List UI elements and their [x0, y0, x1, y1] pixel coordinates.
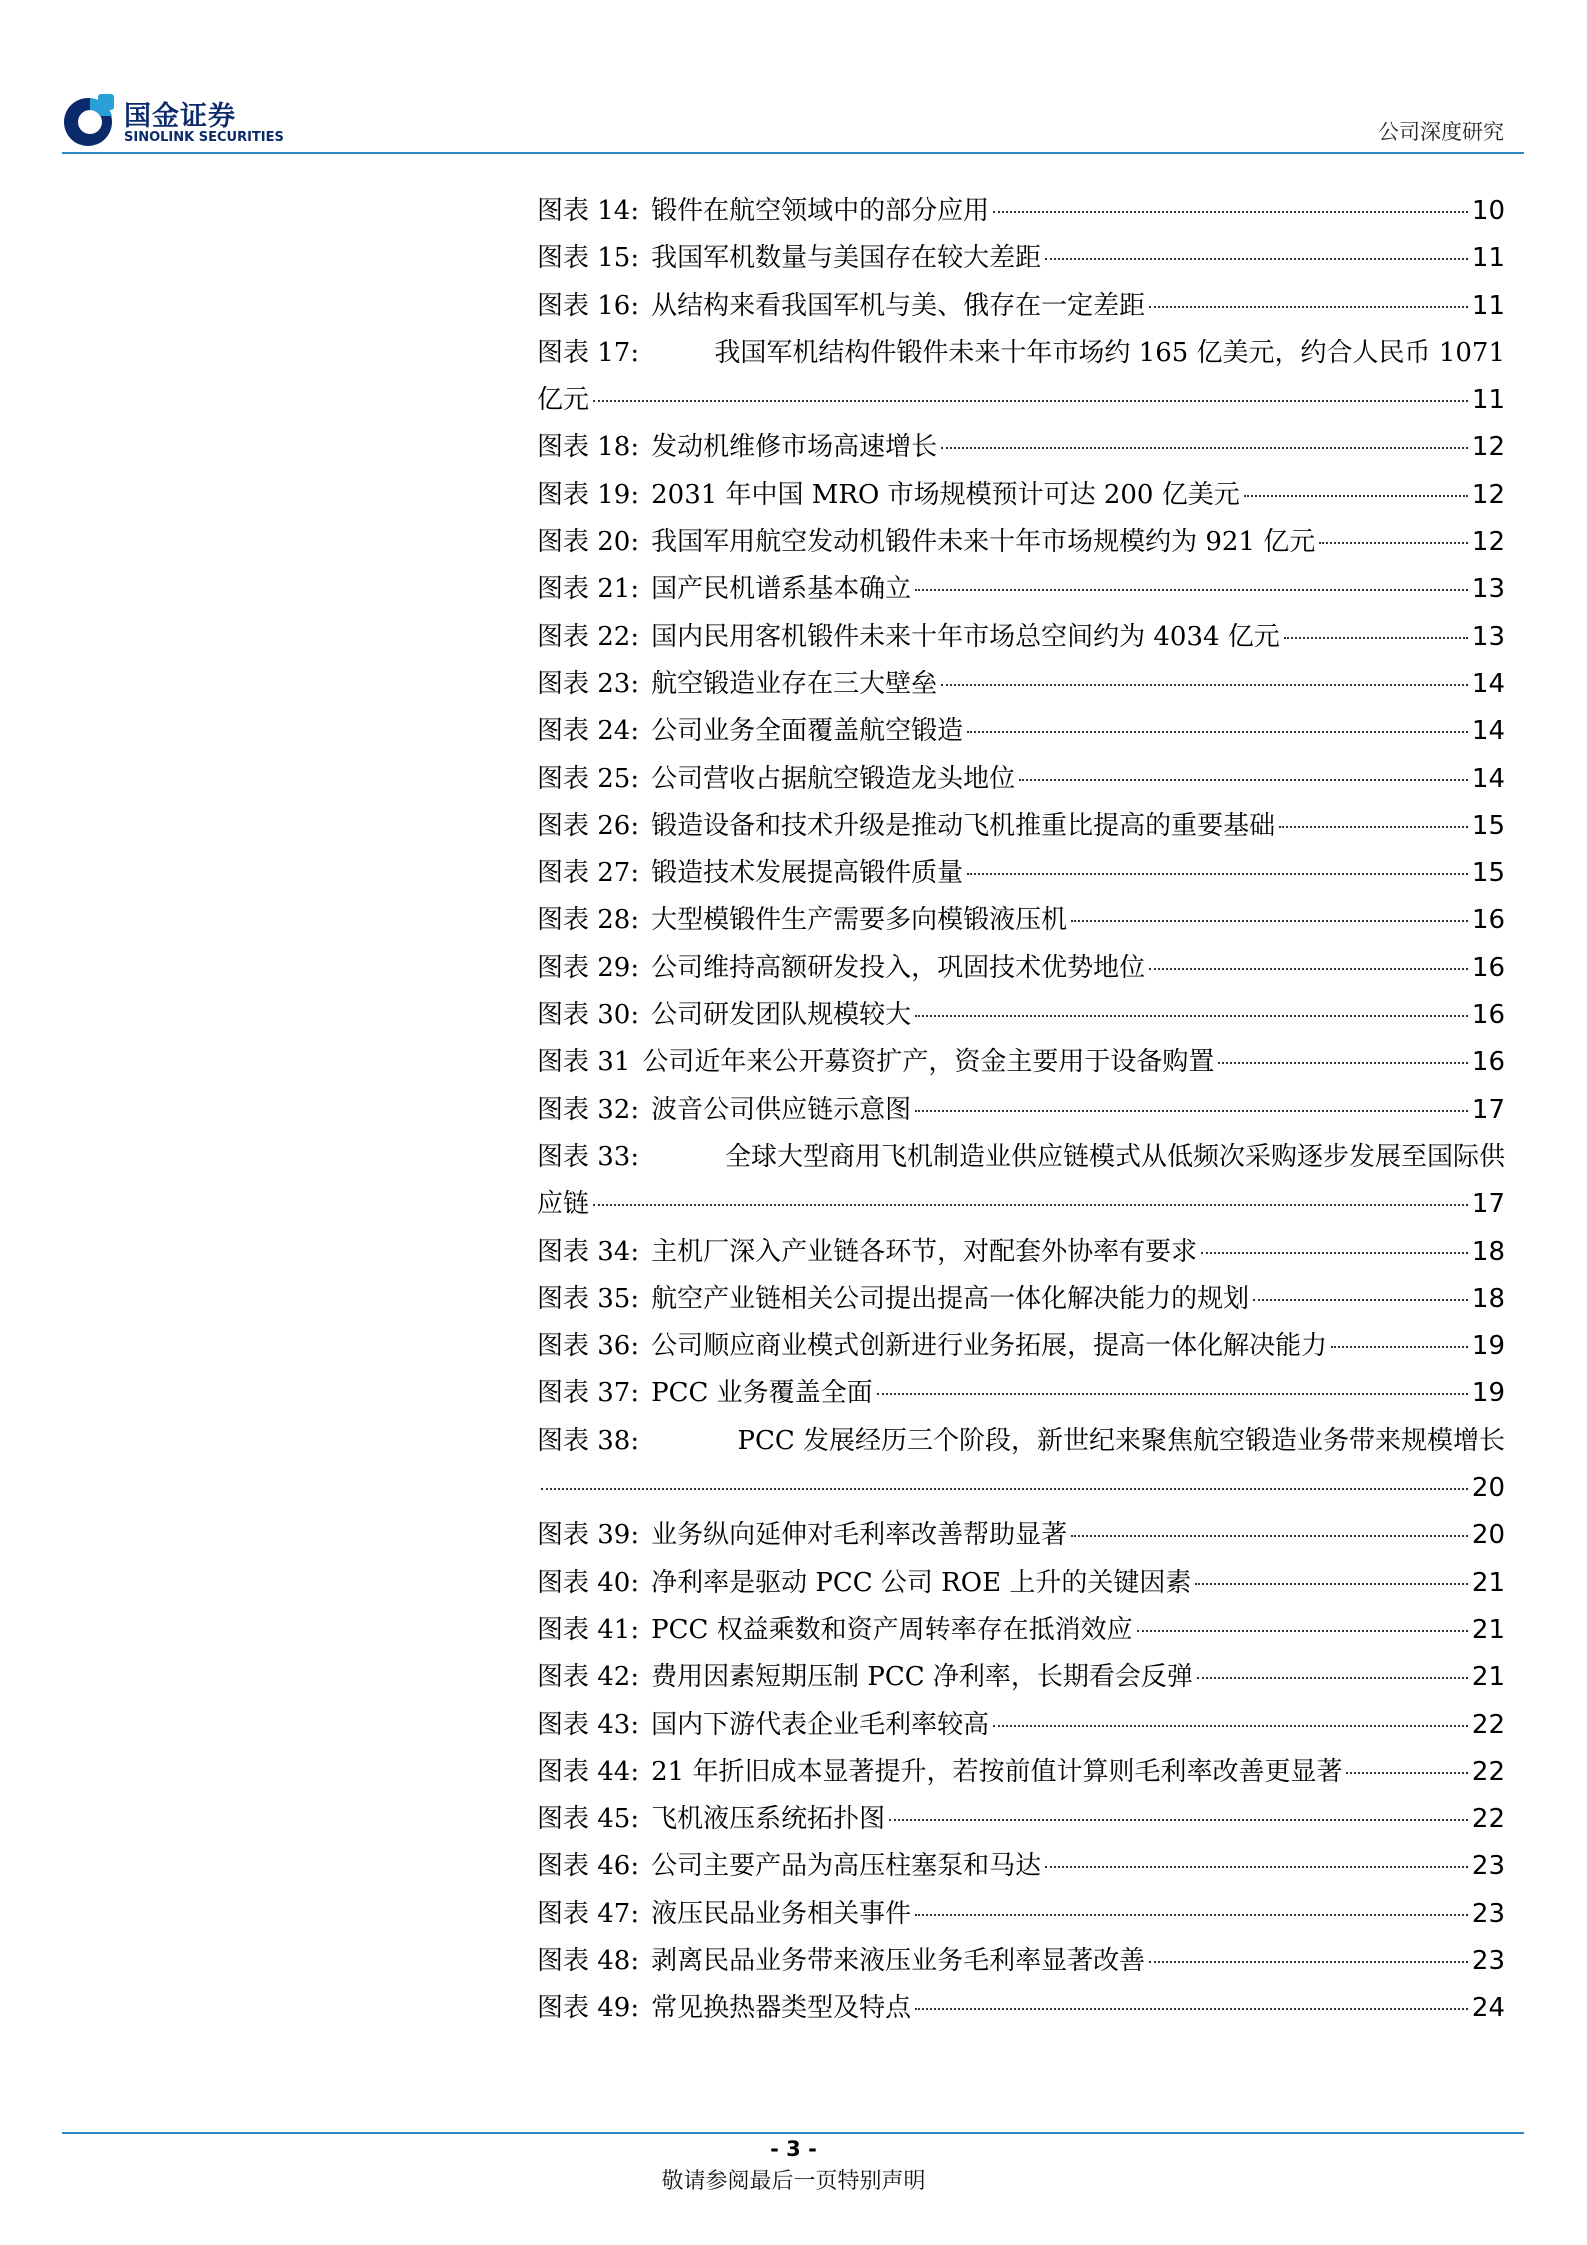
toc-entry[interactable]: [537, 519, 1505, 566]
leader-dots: [1149, 968, 1468, 970]
toc-entry[interactable]: [537, 1607, 1505, 1654]
figure-index: [537, 188, 1505, 2033]
toc-entry-row: [537, 1512, 1505, 1559]
toc-page-number: 12: [1471, 479, 1505, 510]
toc-title: 我国军用航空发动机锻件未来十年市场规模约为 921 亿元: [651, 527, 1316, 558]
toc-title: 锻件在航空领域中的部分应用: [651, 196, 990, 226]
toc-title: 亿元: [537, 385, 590, 416]
toc-entry-first-line: [537, 1418, 1505, 1465]
toc-label: 图表 37:: [537, 1378, 640, 1409]
toc-entry[interactable]: [537, 188, 1505, 235]
toc-entry-row: [537, 708, 1505, 755]
toc-title: 飞机液压系统拓扑图: [651, 1804, 886, 1835]
toc-title: 国内民用客机锻件未来十年市场总空间约为 4034 亿元: [651, 621, 1280, 652]
leader-dots: [915, 2008, 1468, 2010]
toc-label: 图表 35:: [537, 1283, 640, 1314]
toc-entry[interactable]: [537, 1891, 1505, 1938]
toc-page-number: 19: [1471, 1331, 1505, 1362]
toc-entry[interactable]: [537, 1323, 1505, 1370]
toc-page-number: 20: [1471, 1520, 1505, 1551]
footer-divider: [62, 2132, 1524, 2134]
leader-dots: [1045, 1866, 1468, 1868]
leader-dots: [1331, 1346, 1468, 1348]
toc-entry-row: [537, 614, 1505, 661]
logo-english-name: SINOLINK SECURITIES: [124, 130, 284, 145]
toc-entry[interactable]: [537, 1796, 1505, 1843]
leader-dots: [915, 1015, 1468, 1017]
toc-label: 图表 15:: [537, 243, 640, 274]
toc-label: 图表 36:: [537, 1331, 640, 1362]
toc-page-number: 23: [1471, 1851, 1505, 1882]
toc-entry-row: [537, 566, 1505, 613]
leader-dots: [593, 400, 1468, 402]
toc-label: 图表 45:: [537, 1804, 640, 1835]
toc-entry[interactable]: [537, 1512, 1505, 1559]
toc-page-number: 13: [1471, 621, 1505, 652]
toc-label: 图表 49:: [537, 1993, 640, 2024]
toc-entry[interactable]: [537, 1229, 1505, 1276]
leader-dots: [1253, 1299, 1468, 1301]
leader-dots: [1071, 920, 1468, 922]
toc-label: 图表 24:: [537, 716, 640, 747]
leader-dots: [889, 1819, 1468, 1821]
logo-icon: [62, 92, 118, 148]
toc-title: 剥离民品业务带来液压业务毛利率显著改善: [651, 1945, 1146, 1976]
toc-title: 公司营收占据航空锻造龙头地位: [651, 763, 1016, 794]
toc-entry-row: [537, 424, 1505, 471]
toc-page-number: 11: [1471, 243, 1505, 274]
leader-dots: [1045, 258, 1468, 260]
toc-page-number: 14: [1471, 668, 1505, 699]
toc-title: 锻造设备和技术升级是推动飞机推重比提高的重要基础: [651, 810, 1276, 841]
toc-label: 图表 34:: [537, 1236, 640, 1267]
toc-label: 图表 14:: [537, 196, 640, 226]
toc-title: 公司顺应商业模式创新进行业务拓展，提高一体化解决能力: [651, 1331, 1328, 1362]
toc-title: 主机厂深入产业链各环节，对配套外协率有要求: [651, 1236, 1198, 1267]
toc-entry-row: [537, 945, 1505, 992]
page-number: - 3 -: [770, 2137, 817, 2161]
toc-entry-row: [537, 1749, 1505, 1796]
toc-page-number: 18: [1471, 1236, 1505, 1267]
leader-dots: [1346, 1772, 1467, 1774]
toc-entry-row: [537, 1465, 1505, 1512]
leader-dots: [1149, 1961, 1468, 1963]
toc-label: 图表 44:: [537, 1756, 640, 1787]
toc-entry-row: [537, 1181, 1505, 1228]
toc-entry[interactable]: [537, 1276, 1505, 1323]
toc-page-number: 23: [1471, 1945, 1505, 1976]
report-type: 公司深度研究: [1378, 120, 1504, 144]
toc-label: 图表 17:: [537, 337, 640, 368]
toc-page-number: 22: [1471, 1756, 1505, 1787]
toc-entry[interactable]: [537, 708, 1505, 755]
leader-dots: [1019, 779, 1468, 781]
toc-title: 公司研发团队规模较大: [651, 1000, 912, 1031]
toc-entry[interactable]: [537, 614, 1505, 661]
leader-dots: [1201, 1252, 1468, 1254]
toc-title: 业务纵向延伸对毛利率改善帮助显著: [651, 1520, 1068, 1551]
toc-entry[interactable]: [537, 1985, 1505, 2032]
leader-dots: [915, 1110, 1468, 1112]
toc-title: 我国军机数量与美国存在较大差距: [651, 243, 1042, 274]
toc-entry-row: [537, 1843, 1505, 1890]
toc-title-line1: 我国军机结构件锻件未来十年市场约 165 亿美元，约合人民币 1071: [714, 337, 1505, 368]
toc-title: 公司近年来公开募资扩产，资金主要用于设备购置: [642, 1047, 1215, 1078]
toc-page-number: 16: [1471, 1047, 1505, 1078]
toc-page-number: 14: [1471, 716, 1505, 747]
toc-label: 图表 26:: [537, 810, 640, 841]
toc-entry-row: [537, 850, 1505, 897]
toc-entry[interactable]: [537, 1087, 1505, 1134]
toc-entry[interactable]: [537, 1370, 1505, 1417]
toc-entry-row: [537, 1891, 1505, 1938]
toc-title: PCC 权益乘数和资产周转率存在抵消效应: [651, 1614, 1133, 1645]
toc-title: 常见换热器类型及特点: [651, 1993, 912, 2024]
toc-page-number: 21: [1471, 1614, 1505, 1645]
leader-dots: [1137, 1630, 1468, 1632]
toc-entry-row: [537, 1985, 1505, 2032]
leader-dots: [1197, 1677, 1468, 1679]
toc-entry-row: [537, 1323, 1505, 1370]
toc-title: 公司主要产品为高压柱塞泵和马达: [651, 1851, 1042, 1882]
toc-entry-row: [537, 1607, 1505, 1654]
leader-dots: [1218, 1062, 1468, 1064]
toc-entry-row: [537, 519, 1505, 566]
toc-label: 图表 47:: [537, 1898, 640, 1929]
toc-entry[interactable]: [537, 1938, 1505, 1985]
toc-label: 图表 41:: [537, 1614, 640, 1645]
toc-title-line1: PCC 发展经历三个阶段，新世纪来聚焦航空锻造业务带来规模增长: [737, 1425, 1505, 1456]
toc-page-number: 11: [1471, 385, 1505, 416]
toc-entry-row: [537, 235, 1505, 282]
toc-entry-row: [537, 1560, 1505, 1607]
toc-page-number: 24: [1471, 1993, 1505, 2024]
leader-dots: [941, 447, 1468, 449]
toc-entry-row: [537, 1938, 1505, 1985]
toc-title: 21 年折旧成本显著提升，若按前值计算则毛利率改善更显著: [651, 1756, 1343, 1787]
toc-entry[interactable]: [537, 945, 1505, 992]
leader-dots: [1071, 1535, 1468, 1537]
toc-entry[interactable]: [537, 1702, 1505, 1749]
toc-entry[interactable]: [537, 803, 1505, 850]
toc-label: 图表 31: [537, 1047, 631, 1078]
toc-title: 液压民品业务相关事件: [651, 1898, 912, 1929]
leader-dots: [967, 731, 1468, 733]
toc-page-number: 14: [1471, 763, 1505, 794]
toc-entry[interactable]: [537, 424, 1505, 471]
toc-entry-row: [537, 1702, 1505, 1749]
toc-page-number: 22: [1471, 1709, 1505, 1740]
toc-title: 净利率是驱动 PCC 公司 ROE 上升的关键因素: [651, 1567, 1192, 1598]
toc-title: 从结构来看我国军机与美、俄存在一定差距: [651, 290, 1146, 321]
toc-label: 图表 48:: [537, 1945, 640, 1976]
toc-title: 应链: [537, 1189, 590, 1220]
toc-entry-row: [537, 1229, 1505, 1276]
toc-title: 锻造技术发展提高锻件质量: [651, 858, 964, 889]
toc-label: 图表 38:: [537, 1425, 640, 1456]
toc-entry[interactable]: [537, 992, 1505, 1039]
toc-entry-row: [537, 472, 1505, 519]
leader-dots: [1319, 542, 1468, 544]
toc-label: 图表 46:: [537, 1851, 640, 1882]
toc-label: 图表 23:: [537, 668, 640, 699]
toc-title: 航空产业链相关公司提出提高一体化解决能力的规划: [651, 1283, 1250, 1314]
leader-dots: [915, 589, 1468, 591]
toc-title: 航空锻造业存在三大壁垒: [651, 668, 938, 699]
toc-title: 2031 年中国 MRO 市场规模预计可达 200 亿美元: [651, 479, 1240, 510]
toc-entry[interactable]: [537, 1039, 1505, 1086]
toc-entry[interactable]: [537, 330, 1505, 425]
toc-page-number: 20: [1471, 1473, 1505, 1504]
toc-label: 图表 29:: [537, 952, 640, 983]
toc-entry-row: [537, 1087, 1505, 1134]
leader-dots: [915, 1914, 1468, 1916]
toc-entry[interactable]: [537, 472, 1505, 519]
toc-page-number: 12: [1471, 432, 1505, 463]
toc-title: PCC 业务覆盖全面: [651, 1378, 873, 1409]
toc-label: 图表 16:: [537, 290, 640, 321]
toc-page-number: 12: [1471, 527, 1505, 558]
toc-label: 图表 22:: [537, 621, 640, 652]
toc-label: 图表 39:: [537, 1520, 640, 1551]
toc-entry-row: [537, 1276, 1505, 1323]
leader-dots: [1195, 1583, 1468, 1585]
toc-title: 国内下游代表企业毛利率较高: [651, 1709, 990, 1740]
leader-dots: [877, 1393, 1468, 1395]
toc-page-number: 18: [1471, 1283, 1505, 1314]
toc-entry-row: [537, 1039, 1505, 1086]
toc-label: 图表 42:: [537, 1662, 640, 1693]
toc-label: 图表 19:: [537, 479, 640, 510]
toc-label: 图表 27:: [537, 858, 640, 889]
toc-entry[interactable]: [537, 1843, 1505, 1890]
toc-page-number: 22: [1471, 1804, 1505, 1835]
toc-entry[interactable]: [537, 566, 1505, 613]
toc-label: 图表 43:: [537, 1709, 640, 1740]
toc-label: 图表 40:: [537, 1567, 640, 1598]
toc-entry-row: [537, 283, 1505, 330]
toc-page-number: 10: [1471, 196, 1505, 226]
toc-entry-row: [537, 1796, 1505, 1843]
toc-label: 图表 30:: [537, 1000, 640, 1031]
toc-page-number: 23: [1471, 1898, 1505, 1929]
toc-entry-row: [537, 377, 1505, 424]
toc-entry-row: [537, 661, 1505, 708]
toc-title: 波音公司供应链示意图: [651, 1094, 912, 1125]
toc-title-line1: 全球大型商用飞机制造业供应链模式从低频次采购逐步发展至国际供: [724, 1141, 1505, 1172]
toc-page-number: 11: [1471, 290, 1505, 321]
leader-dots: [1149, 306, 1468, 308]
toc-entry[interactable]: [537, 1749, 1505, 1796]
toc-page-number: 15: [1471, 810, 1505, 841]
toc-entry-row: [537, 188, 1505, 235]
toc-title: 发动机维修市场高速增长: [651, 432, 938, 463]
toc-entry[interactable]: [537, 235, 1505, 282]
toc-entry[interactable]: [537, 897, 1505, 944]
toc-title: 公司业务全面覆盖航空锻造: [651, 716, 964, 747]
toc-entry-row: [537, 1654, 1505, 1701]
leader-dots: [993, 211, 1468, 213]
leader-dots: [593, 1204, 1468, 1206]
toc-entry-row: [537, 1370, 1505, 1417]
toc-page-number: 15: [1471, 858, 1505, 889]
toc-entry-row: [537, 992, 1505, 1039]
toc-entry[interactable]: [537, 661, 1505, 708]
toc-entry[interactable]: [537, 283, 1505, 330]
toc-page-number: 21: [1471, 1567, 1505, 1598]
logo-chinese-name: 国金证券: [124, 101, 236, 132]
toc-page-number: 19: [1471, 1378, 1505, 1409]
toc-entry[interactable]: [537, 756, 1505, 803]
toc-entry-first-line: [537, 330, 1505, 377]
toc-label: 图表 18:: [537, 432, 640, 463]
leader-dots: [1284, 637, 1468, 639]
leader-dots: [967, 873, 1468, 875]
toc-label: 图表 32:: [537, 1094, 640, 1125]
toc-label: 图表 25:: [537, 763, 640, 794]
toc-entry-row: [537, 897, 1505, 944]
toc-entry-row: [537, 803, 1505, 850]
page-header: [62, 88, 1524, 152]
toc-entry[interactable]: [537, 1560, 1505, 1607]
toc-entry[interactable]: [537, 1654, 1505, 1701]
toc-page-number: 16: [1471, 905, 1505, 936]
toc-label: 图表 21:: [537, 574, 640, 605]
toc-title: 公司维持高额研发投入，巩固技术优势地位: [651, 952, 1146, 983]
toc-entry-row: [537, 756, 1505, 803]
leader-dots: [541, 1488, 1468, 1490]
toc-page-number: 16: [1471, 1000, 1505, 1031]
toc-label: 图表 28:: [537, 905, 640, 936]
toc-title: 大型模锻件生产需要多向模锻液压机: [651, 905, 1068, 936]
toc-entry[interactable]: [537, 1134, 1505, 1229]
toc-page-number: 21: [1471, 1662, 1505, 1693]
leader-dots: [993, 1725, 1468, 1727]
toc-entry-first-line: [537, 1134, 1505, 1181]
toc-page-number: 13: [1471, 574, 1505, 605]
disclaimer: 敬请参阅最后一页特别声明: [661, 2169, 926, 2194]
toc-entry[interactable]: [537, 1418, 1505, 1513]
company-logo: [62, 92, 292, 148]
toc-label: 图表 20:: [537, 527, 640, 558]
toc-title: 国产民机谱系基本确立: [651, 574, 912, 605]
leader-dots: [941, 684, 1468, 686]
leader-dots: [1244, 495, 1468, 497]
toc-page-number: 16: [1471, 952, 1505, 983]
header-divider: [62, 152, 1524, 154]
toc-label: 图表 33:: [537, 1141, 640, 1172]
toc-page-number: 17: [1471, 1189, 1505, 1220]
toc-entry[interactable]: [537, 850, 1505, 897]
leader-dots: [1279, 826, 1468, 828]
toc-title: 费用因素短期压制 PCC 净利率，长期看会反弹: [651, 1662, 1193, 1693]
toc-page-number: 17: [1471, 1094, 1505, 1125]
